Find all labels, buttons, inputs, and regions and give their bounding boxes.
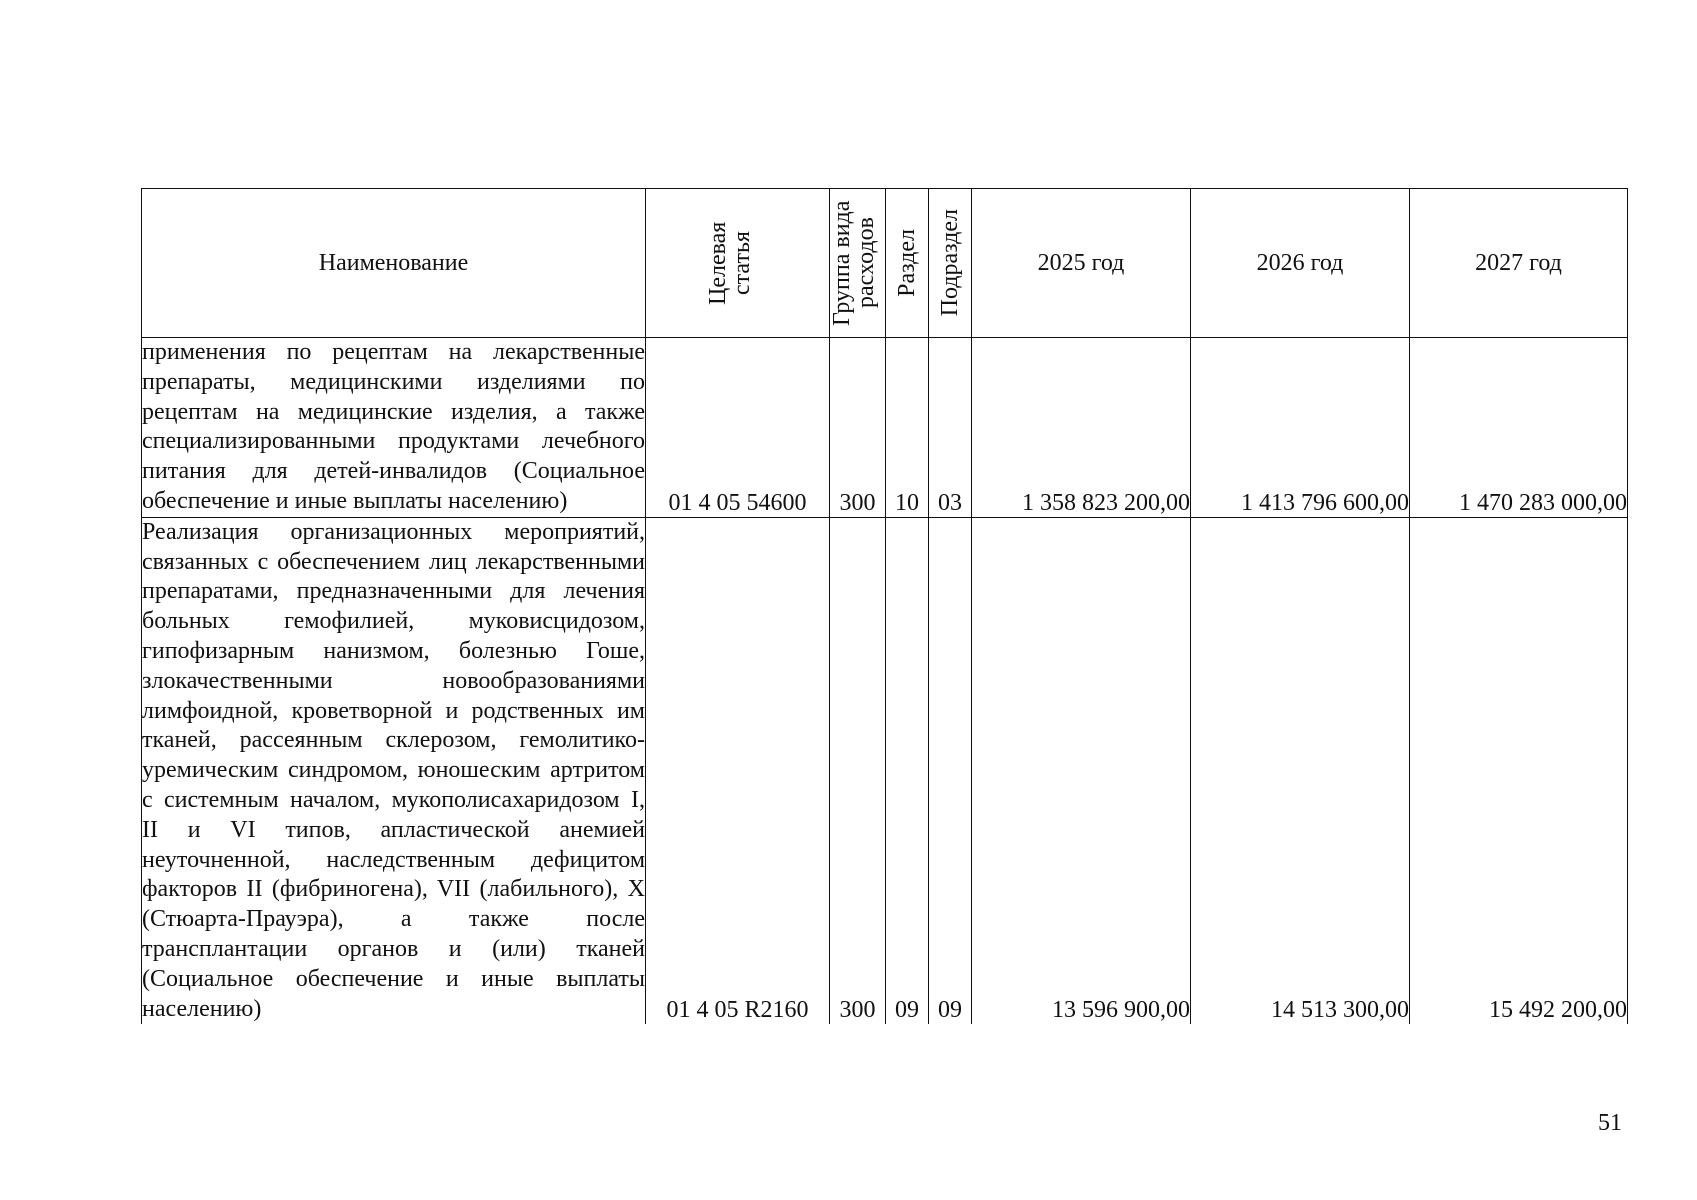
row-amount-2026: 14 513 300,00 xyxy=(1191,517,1410,1024)
header-section: Раздел xyxy=(886,189,929,338)
row-section: 09 xyxy=(886,517,929,1024)
row-target-article: 01 4 05 54600 xyxy=(646,338,830,518)
row-name: Реализация организационных мероприятий, связанных с обеспечением лиц лекарственными препаратами, предназначенными для лечения больных гемофилией, муковисцидозом, гипофизарным нанизмом, болезнью Гоше, злокачественными новообразованиями лимфоидной, кроветворной и родственных им тканей, рассеянным склерозом, гемолитико-уремическим синдромом, юношеским артритом с системным началом, мукополисахаридозом I, II и VI типов, апластической анемией неуточненной, наследственным дефицитом факторов II (фибриногена), VII (лабильного), X (Стюарта-Прауэра), а также после трансплантации органов и (или) тканей (Социальное обеспечение и иные выплаты населению) xyxy=(142,517,646,1024)
row-amount-2025: 13 596 900,00 xyxy=(972,517,1191,1024)
row-target-article: 01 4 05 R2160 xyxy=(646,517,830,1024)
table-row xyxy=(142,338,1628,518)
row-amount-2026: 1 413 796 600,00 xyxy=(1191,338,1410,518)
row-amount-2027: 15 492 200,00 xyxy=(1410,517,1628,1024)
table-row xyxy=(142,517,1628,1024)
page-number: 51 xyxy=(1598,1110,1622,1136)
header-target-article: Целевая статья xyxy=(646,189,830,338)
header-2027: 2027 год xyxy=(1410,189,1628,338)
row-expense-group: 300 xyxy=(830,517,886,1024)
row-section: 10 xyxy=(886,338,929,518)
header-name: Наименование xyxy=(142,189,646,338)
row-subsection: 03 xyxy=(929,338,972,518)
header-2026: 2026 год xyxy=(1191,189,1410,338)
budget-table xyxy=(141,188,1628,1024)
row-expense-group: 300 xyxy=(830,338,886,518)
header-expense-group: Группа вида расходов xyxy=(830,189,886,338)
row-amount-2025: 1 358 823 200,00 xyxy=(972,338,1191,518)
header-2025: 2025 год xyxy=(972,189,1191,338)
row-subsection: 09 xyxy=(929,517,972,1024)
row-amount-2027: 1 470 283 000,00 xyxy=(1410,338,1628,518)
header-subsection: Подраздел xyxy=(929,189,972,338)
row-name: применения по рецептам на лекарственные препараты, медицинскими изделиями по рецептам на медицинские изделия, а также специализированными продуктами лечебного питания для детей-инвалидов (Социальное обеспечение и иные выплаты населению) xyxy=(142,338,646,518)
header-row xyxy=(142,189,1628,338)
